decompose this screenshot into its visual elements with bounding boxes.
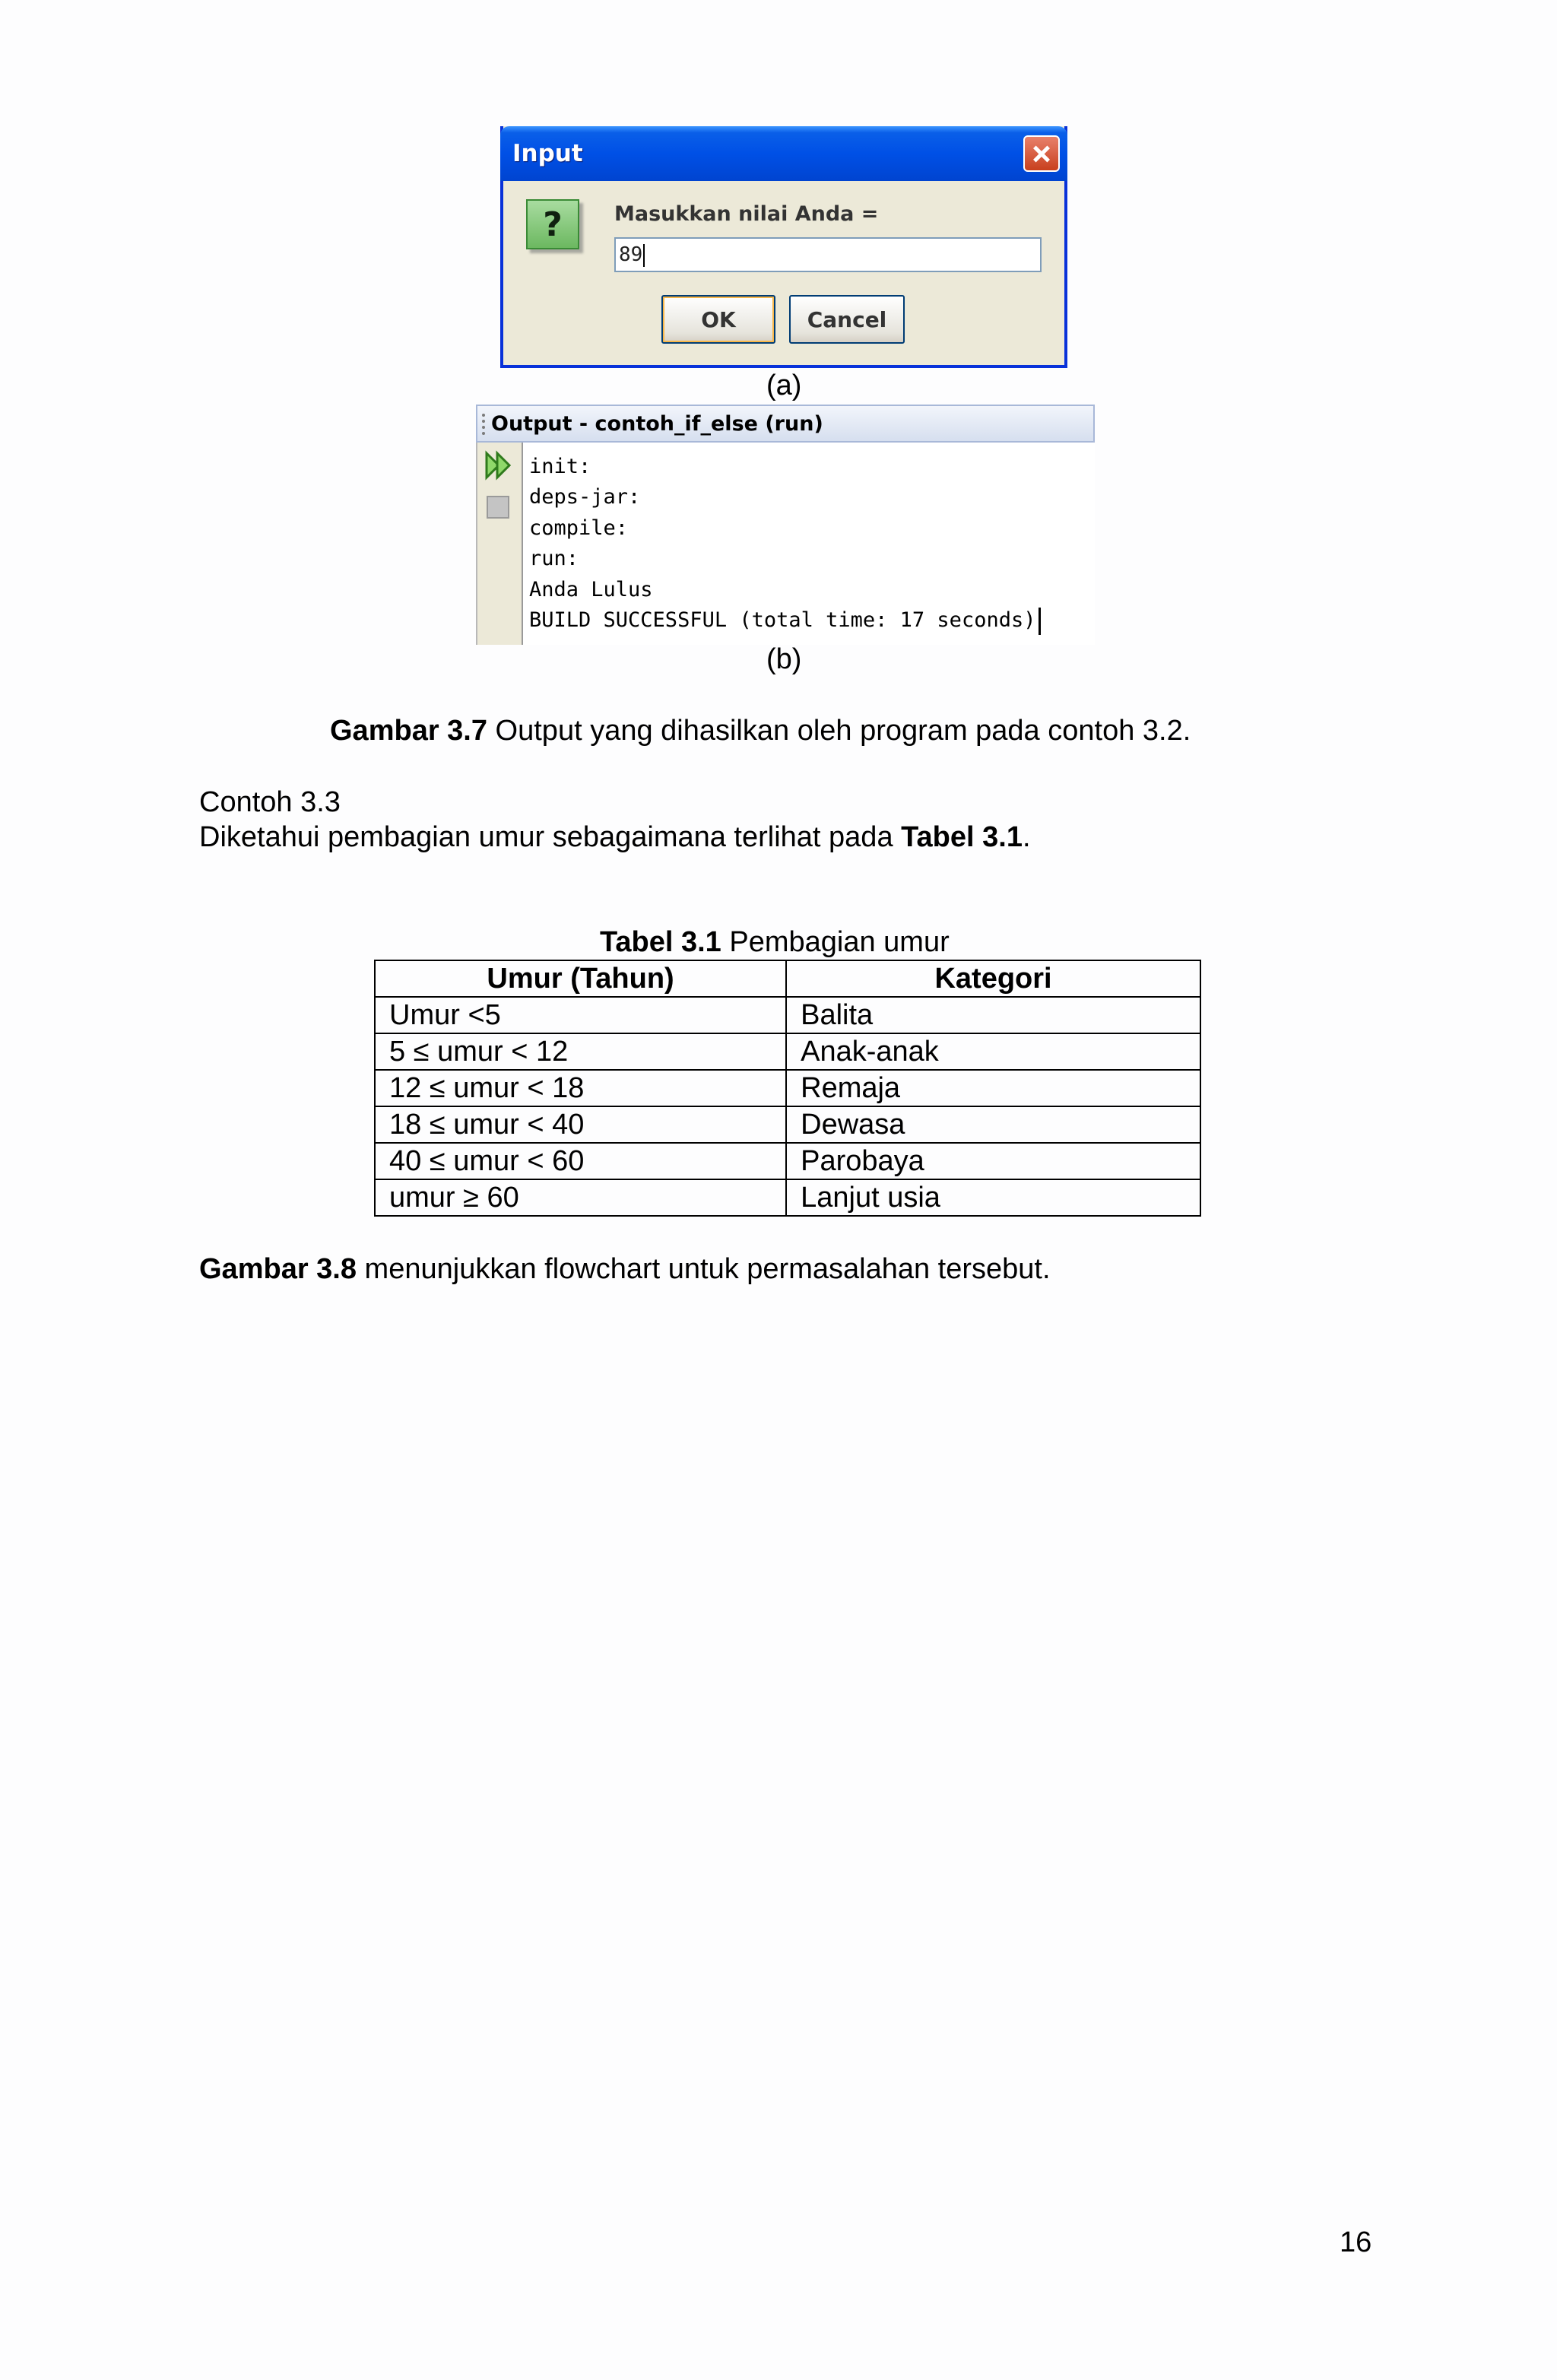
table-cell: Balita xyxy=(786,997,1200,1033)
close-icon[interactable] xyxy=(1023,135,1060,172)
example-heading: Contoh 3.3 xyxy=(199,786,341,818)
table-row xyxy=(375,1106,1200,1143)
output-window xyxy=(476,405,1095,645)
output-title: Output - contoh_if_else (run) xyxy=(491,412,823,436)
cancel-button[interactable]: Cancel xyxy=(789,295,905,344)
console-line-last xyxy=(529,605,1095,636)
figure-caption-3-7 xyxy=(330,713,1191,748)
dialog-title: Input xyxy=(512,140,583,167)
output-toolbar xyxy=(476,443,523,645)
figure-reference-3-8 xyxy=(199,1252,1051,1287)
table-row xyxy=(375,1179,1200,1216)
console-line: compile: xyxy=(529,516,629,540)
question-icon: ? xyxy=(526,199,579,249)
dialog-prompt: Masukkan nilai Anda = xyxy=(614,202,879,226)
table-row xyxy=(375,1033,1200,1070)
column-header: Umur (Tahun) xyxy=(375,960,786,997)
value-input-text: 89 xyxy=(619,243,643,266)
table-caption-text: Pembagian umur xyxy=(721,926,950,958)
caption-text: menunjukkan flowchart untuk permasalahan tersebut. xyxy=(357,1253,1051,1285)
column-header: Kategori xyxy=(786,960,1200,997)
caption-bold: Gambar 3.8 xyxy=(199,1253,357,1285)
table-cell: 40 ≤ umur < 60 xyxy=(375,1143,786,1179)
table-cell: Remaja xyxy=(786,1070,1200,1106)
example-end: . xyxy=(1022,821,1031,853)
table-cell: 18 ≤ umur < 40 xyxy=(375,1106,786,1143)
table-cell: umur ≥ 60 xyxy=(375,1179,786,1216)
table-row xyxy=(375,997,1200,1033)
ok-button[interactable]: OK xyxy=(661,295,775,344)
console-line: run: xyxy=(529,547,579,571)
console-line: Anda Lulus xyxy=(529,577,653,601)
table-cell: 12 ≤ umur < 18 xyxy=(375,1070,786,1106)
table-row xyxy=(375,1070,1200,1106)
page-number: 16 xyxy=(1340,2226,1372,2258)
example-paragraph xyxy=(199,820,1031,855)
table-cell: 5 ≤ umur < 12 xyxy=(375,1033,786,1070)
rerun-icon[interactable] xyxy=(484,450,514,481)
stop-icon[interactable] xyxy=(487,496,509,519)
console-line: init: xyxy=(529,455,591,478)
dialog-titlebar xyxy=(500,126,1067,181)
caption-text: Output yang dihasilkan oleh program pada contoh 3.2. xyxy=(487,715,1191,747)
table-cell: Anak-anak xyxy=(786,1033,1200,1070)
table-cell: Umur <5 xyxy=(375,997,786,1033)
table-reference: Tabel 3.1 xyxy=(901,821,1023,853)
output-header xyxy=(476,405,1095,443)
console-line-text: BUILD SUCCESSFUL (total time: 17 seconds) xyxy=(529,608,1036,633)
console-cursor xyxy=(1039,608,1041,635)
table-cell: Lanjut usia xyxy=(786,1179,1200,1216)
table-row xyxy=(375,1143,1200,1179)
table-cell: Dewasa xyxy=(786,1106,1200,1143)
example-text: Diketahui pembagian umur sebagaimana terlihat pada xyxy=(199,821,902,853)
figure-a-label: (a) xyxy=(766,370,802,401)
table-caption xyxy=(600,925,950,960)
console-line: deps-jar: xyxy=(529,485,641,509)
value-input[interactable] xyxy=(614,237,1042,272)
table-header-row xyxy=(375,960,1200,997)
table-caption-bold: Tabel 3.1 xyxy=(600,926,721,958)
figure-b-label: (b) xyxy=(766,643,802,675)
text-caret xyxy=(643,244,645,267)
input-dialog xyxy=(500,126,1067,368)
age-category-table xyxy=(374,960,1201,1217)
caption-bold: Gambar 3.7 xyxy=(330,715,487,747)
console-output xyxy=(523,443,1095,645)
table-cell: Parobaya xyxy=(786,1143,1200,1179)
drag-grip[interactable] xyxy=(482,414,485,435)
